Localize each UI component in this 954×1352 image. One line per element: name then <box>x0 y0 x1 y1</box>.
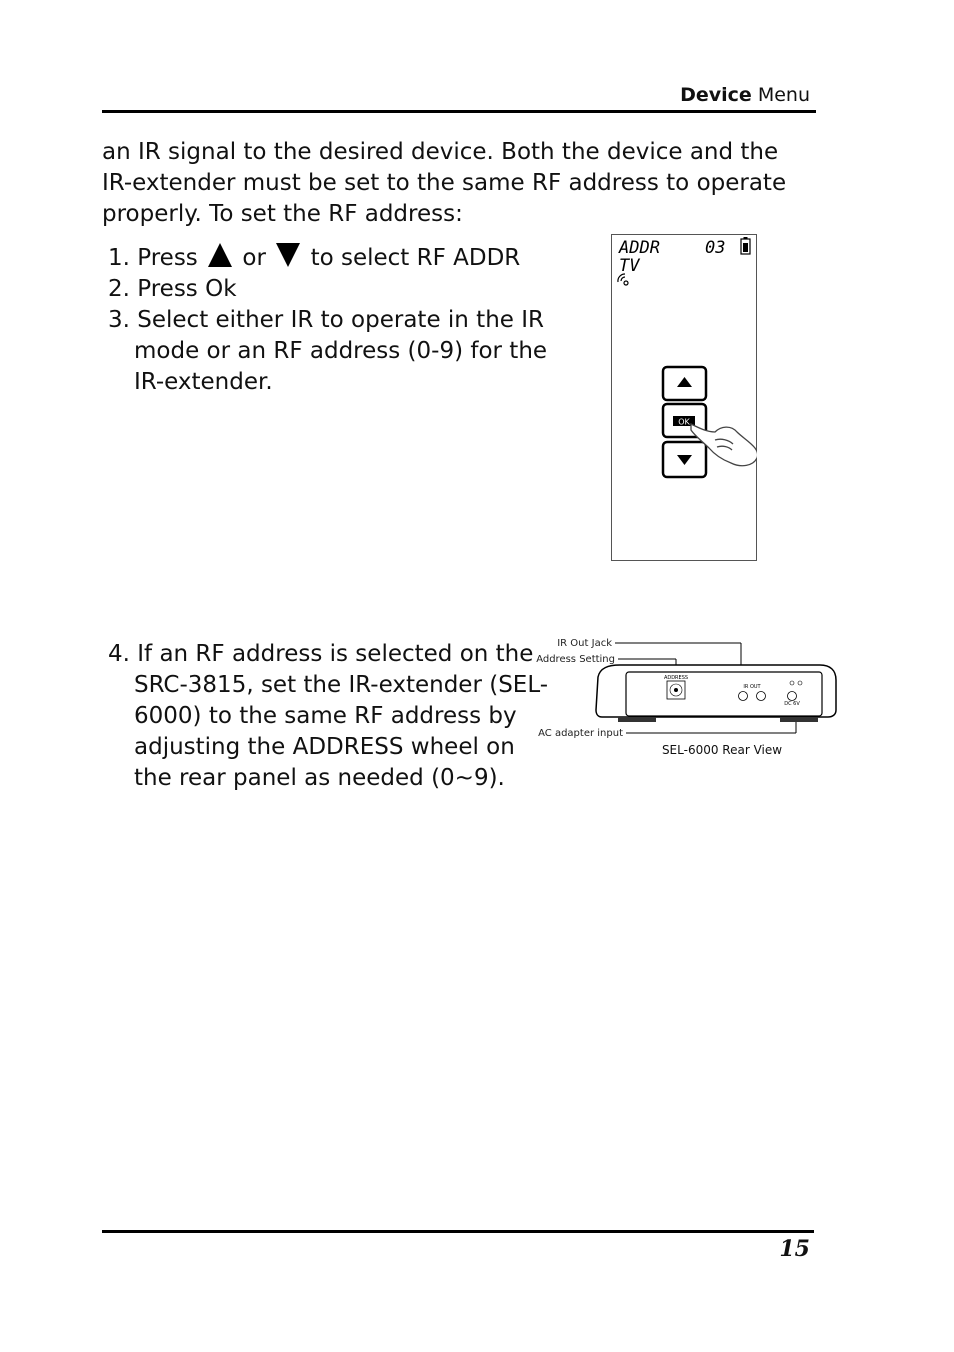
step-1-mid: or <box>235 245 274 271</box>
step-1-pre: 1. Press <box>108 245 206 271</box>
down-arrow-icon <box>276 243 300 267</box>
intro-paragraph: an IR signal to the desired device. Both the device and the IR-extender must be set to the same RF address to operate properly. To set the RF address: <box>102 139 787 227</box>
header-title <box>680 84 810 106</box>
up-button <box>663 367 706 400</box>
up-arrow-icon <box>208 243 232 267</box>
panel-ir-out-label: IR OUT <box>743 684 761 690</box>
label-address-setting: Address Setting <box>536 654 615 665</box>
panel-address-label: ADDRESS <box>663 675 689 681</box>
remote-illustration <box>611 234 757 561</box>
lcd-addr-text: ADDR <box>619 238 660 258</box>
step-1 <box>108 243 578 274</box>
down-button <box>663 442 706 477</box>
label-ir-out-jack: IR Out Jack <box>557 638 612 649</box>
ok-label: OK <box>678 417 690 427</box>
header-title-bold: Device <box>680 84 752 106</box>
panel-dc-label: DC 6V <box>784 701 800 707</box>
header-title-rest: Menu <box>751 84 810 106</box>
page-number: 15 <box>779 1236 810 1262</box>
label-ac-adapter: AC adapter input <box>538 728 623 739</box>
page-header <box>102 82 816 113</box>
step-3: 3. Select either IR to operate in the IR mode or an RF address (0-9) for the IR-extender. <box>108 307 548 395</box>
lcd-tv-text: TV <box>619 256 640 276</box>
rear-panel <box>626 672 822 716</box>
device-body <box>596 665 836 722</box>
step-1-post: to select RF ADDR <box>303 245 521 271</box>
device-caption: SEL-6000 Rear View <box>661 743 783 757</box>
lcd-value-text: 03 <box>705 238 726 258</box>
step-4: 4. If an RF address is selected on the SRC-3815, set the IR-extender (SEL-6000) to the same RF address by adjusting the ADDRESS wheel on the rear panel as needed (0~9). <box>108 641 549 791</box>
steps-list <box>108 243 578 398</box>
footer-rule <box>102 1230 814 1233</box>
step-2: 2. Press Ok <box>108 276 237 302</box>
device-illustration <box>530 632 840 764</box>
